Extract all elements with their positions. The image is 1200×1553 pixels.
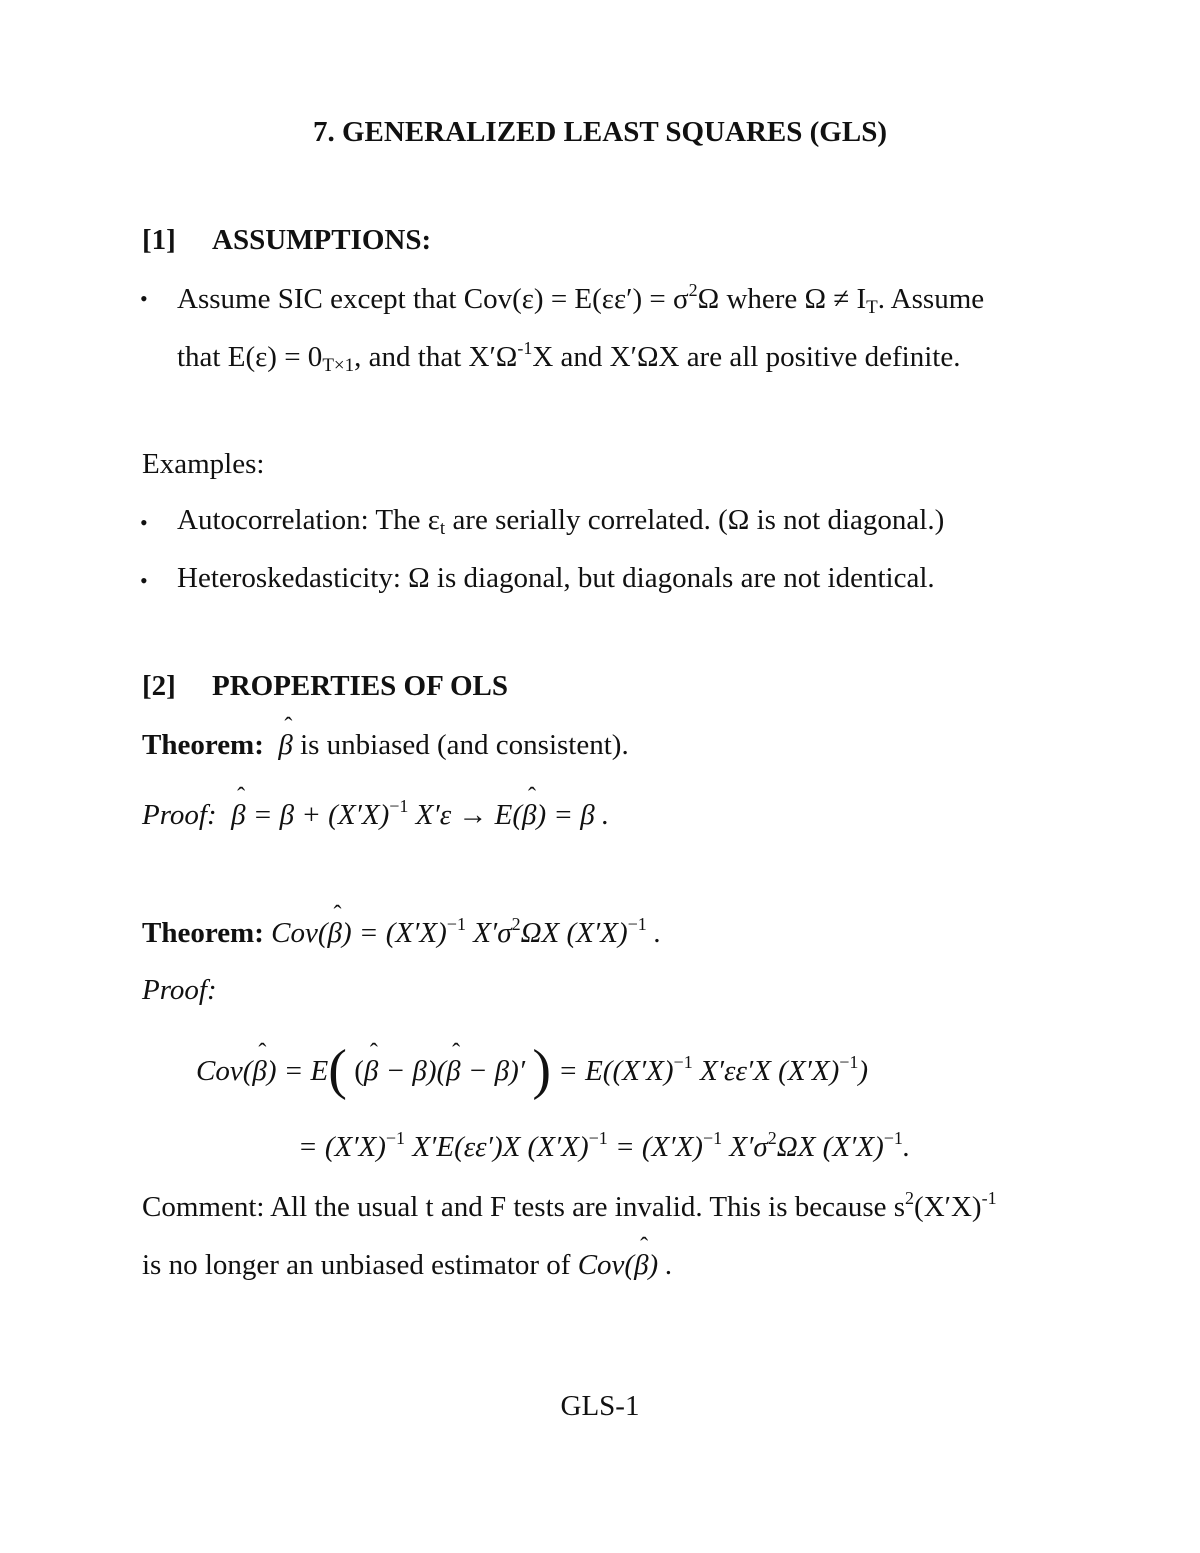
- section-1-heading: ASSUMPTIONS:: [212, 224, 432, 256]
- covariance-equation-2: = $(X'X)^{-1}$ X′E(εε′)X $(X'X)^{-1} = (X'X)^{-1}$ $X'\sigma^2\Omega X$ $(X'X)^{-1}$.: [298, 1128, 911, 1163]
- page-number: GLS-1: [560, 1390, 640, 1422]
- bullet-icon: •: [140, 510, 148, 535]
- example-autocorrelation: Autocorrelation: The $\varepsilon_t$ are serially correlated. (Ω is not diagonal.): [177, 504, 945, 539]
- section-1-number: [1]: [142, 224, 176, 256]
- comment-line-1: Comment: All the usual t and F tests are invalid. This is because $s^2(X'X)^{-1}$: [142, 1188, 997, 1223]
- examples-label: Examples:: [142, 448, 265, 480]
- section-2-heading: PROPERTIES OF OLS: [212, 670, 509, 702]
- section-2-number: [2]: [142, 670, 176, 702]
- comment-line-2: is no longer an unbiased estimator of Cov(ˆ β) .: [142, 1249, 673, 1282]
- assumption-line-2: that $E(\varepsilon) = 0_{T\times 1}$, and that $X'\Omega^{-1}X$ and X′ΩX are all positive definite.: [177, 338, 961, 376]
- proof-2-label: Proof:: [142, 974, 217, 1006]
- theorem-2: Theorem: Cov(ˆ $\beta) = (X'X)^{-1}$ $X'\sigma^2\Omega X$ $(X'X)^{-1}$ .: [142, 914, 661, 950]
- proof-1: Proof: ˆ $\beta = \beta + (X'X)^{-1}$ X′ε → E(ˆ β) = β .: [142, 796, 609, 832]
- bullet-icon: •: [140, 568, 148, 593]
- page-title: 7. GENERALIZED LEAST SQUARES (GLS): [313, 116, 887, 148]
- theorem-1: Theorem: ˆ β is unbiased (and consistent).: [142, 729, 629, 762]
- bullet-icon: •: [140, 286, 148, 311]
- assumption-line-1: Assume SIC except that $Cov(\varepsilon) = E(\varepsilon\varepsilon') = \sigma^2\Omega$ where $\Omega \ne I_T$. Assume: [177, 280, 985, 318]
- covariance-equation-1: Cov(ˆ β) = E( (ˆ β − β)(ˆ β − β)′ ) = $E((X'X)^{-1}$ X′εε′X $(X'X)^{-1}$): [196, 1052, 868, 1088]
- example-heteroskedasticity: Heteroskedasticity: Ω is diagonal, but diagonals are not identical.: [177, 562, 935, 594]
